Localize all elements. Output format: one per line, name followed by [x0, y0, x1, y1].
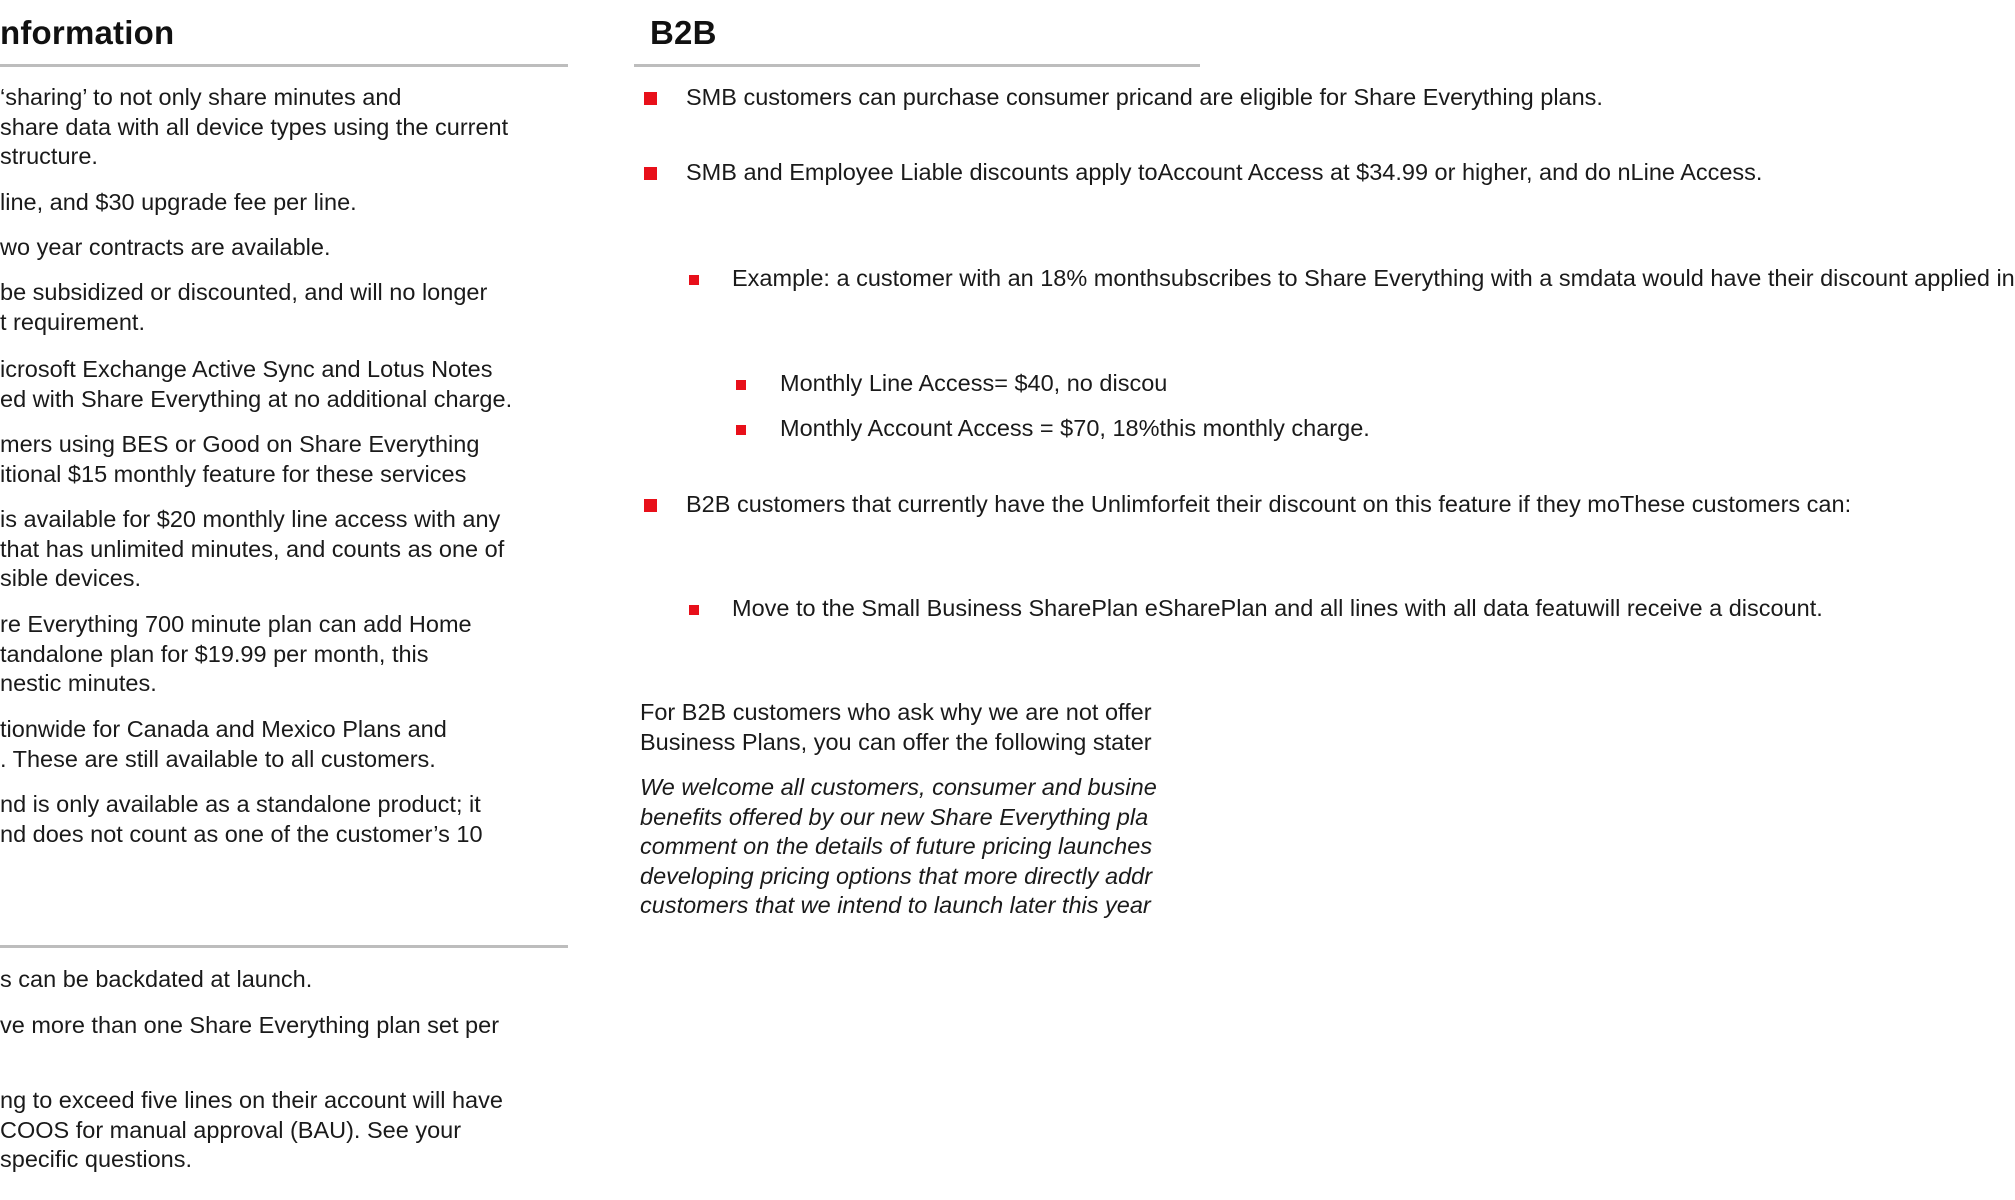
left-section-heading: nformation: [0, 14, 175, 51]
text-line: developing pricing options that more directly addr: [640, 862, 1153, 889]
left-paragraph: [0, 355, 512, 414]
text-line: benefits offered by our new Share Everything pla: [640, 803, 1149, 830]
b2b-closing-paragraph: [640, 698, 1152, 757]
text-line: share data with all device types using the current: [0, 113, 509, 140]
text-line: COOS for manual approval (BAU). See your: [0, 1116, 462, 1143]
b2b-suggested-statement: [640, 773, 1157, 921]
b2b-heading: B2B: [650, 14, 717, 51]
left-paragraph: [0, 715, 447, 774]
text-line: Example: a customer with an 18% month: [732, 265, 1160, 291]
text-line: nd is only available as a standalone product; it: [0, 791, 481, 817]
text-line: this monthly charge.: [1159, 415, 1370, 441]
left-section-divider: [0, 945, 568, 948]
text-line: that has unlimited minutes, and counts as one of: [0, 535, 505, 562]
list-item-text: [686, 490, 1851, 520]
text-line: subscribes to Share Everything with a sm: [1159, 265, 1591, 291]
square-bullet-icon: [736, 380, 746, 390]
text-line: tionwide for Canada and Mexico Plans and: [0, 716, 447, 742]
text-line: We welcome all customers, consumer and busine: [640, 774, 1157, 800]
square-bullet-icon: [644, 167, 657, 180]
text-line: Line Access.: [1630, 159, 1763, 185]
list-item-text: [732, 264, 2015, 294]
left-paragraph: [0, 188, 357, 218]
text-line: ed with Share Everything at no additional charge.: [0, 385, 513, 412]
text-line: ng to exceed five lines on their account will have: [0, 1087, 503, 1113]
text-line: structure.: [0, 143, 98, 170]
left-paragraph: [0, 83, 508, 172]
left-paragraph: [0, 610, 472, 699]
text-line: line, and $30 upgrade fee per line.: [0, 189, 357, 215]
text-line: Account Access at $34.99 or higher, and do n: [1157, 159, 1631, 185]
square-bullet-icon: [689, 275, 699, 285]
text-line: specific questions.: [0, 1146, 193, 1173]
list-item-text: [780, 369, 1167, 399]
left-paragraph: [0, 1011, 499, 1041]
left-paragraph: [0, 278, 487, 337]
text-line: For B2B customers who ask why we are not offer: [640, 699, 1152, 725]
text-line: ‘sharing’ to not only share minutes and: [0, 84, 402, 110]
left-heading-divider: [0, 64, 568, 67]
text-line: forfeit their discount on this feature if they mo: [1150, 491, 1620, 517]
square-bullet-icon: [644, 92, 657, 105]
text-line: ve more than one Share Everything plan set per: [0, 1012, 500, 1038]
text-line: B2B customers that currently have the Unlim: [686, 491, 1151, 517]
text-line: will receive a discount.: [1587, 595, 1823, 621]
text-line: Monthly Line Access= $40, no discou: [780, 370, 1168, 396]
right-column: [634, 0, 2015, 1200]
text-line: mers using BES or Good on Share Everything: [0, 431, 480, 457]
text-line: wo year contracts are available.: [0, 234, 331, 260]
text-line: These customers can:: [1619, 491, 1852, 517]
text-line: t requirement.: [0, 308, 145, 335]
text-line: is available for $20 monthly line access with any: [0, 506, 501, 532]
text-line: SMB customers can purchase consumer pric: [686, 84, 1154, 110]
text-line: tandalone plan for $19.99 per month, this: [0, 640, 429, 667]
text-line: data would have their discount applied in: [1590, 265, 2015, 291]
text-line: customers that we intend to launch later this year: [640, 892, 1151, 919]
left-paragraph: [0, 1086, 503, 1175]
b2b-heading-divider: [634, 64, 1200, 67]
text-line: SMB and Employee Liable discounts apply to: [686, 159, 1158, 185]
left-column: [0, 0, 572, 1200]
text-line: . These are still available to all customers.: [0, 745, 436, 772]
text-line: Business Plans, you can offer the following stater: [640, 728, 1152, 755]
square-bullet-icon: [644, 499, 657, 512]
left-paragraph: [0, 430, 479, 489]
list-item-text: [686, 158, 1762, 188]
text-line: SharePlan and all lines with all data featu: [1157, 595, 1588, 621]
text-line: comment on the details of future pricing launches: [640, 833, 1153, 860]
text-line: nd does not count as one of the customer’s 10: [0, 820, 483, 847]
text-line: itional $15 monthly feature for these services: [0, 460, 467, 487]
list-item-text: [780, 414, 1370, 444]
text-line: icrosoft Exchange Active Sync and Lotus Notes: [0, 356, 493, 382]
text-line: re Everything 700 minute plan can add Home: [0, 611, 472, 637]
list-item-text: [732, 594, 1823, 624]
text-line: be subsidized or discounted, and will no longer: [0, 279, 488, 305]
left-paragraph: [0, 965, 312, 995]
left-paragraph: [0, 233, 330, 263]
square-bullet-icon: [736, 425, 746, 435]
text-line: Monthly Account Access = $70, 18%: [780, 415, 1160, 441]
text-line: sible devices.: [0, 565, 142, 592]
text-line: nestic minutes.: [0, 670, 157, 697]
left-paragraph: [0, 505, 504, 594]
text-line: and are eligible for Share Everything plans.: [1153, 84, 1603, 110]
text-line: s can be backdated at launch.: [0, 966, 313, 992]
left-paragraph: [0, 790, 483, 849]
list-item-text: [686, 83, 1603, 113]
text-line: Move to the Small Business SharePlan e: [732, 595, 1158, 621]
square-bullet-icon: [689, 605, 699, 615]
